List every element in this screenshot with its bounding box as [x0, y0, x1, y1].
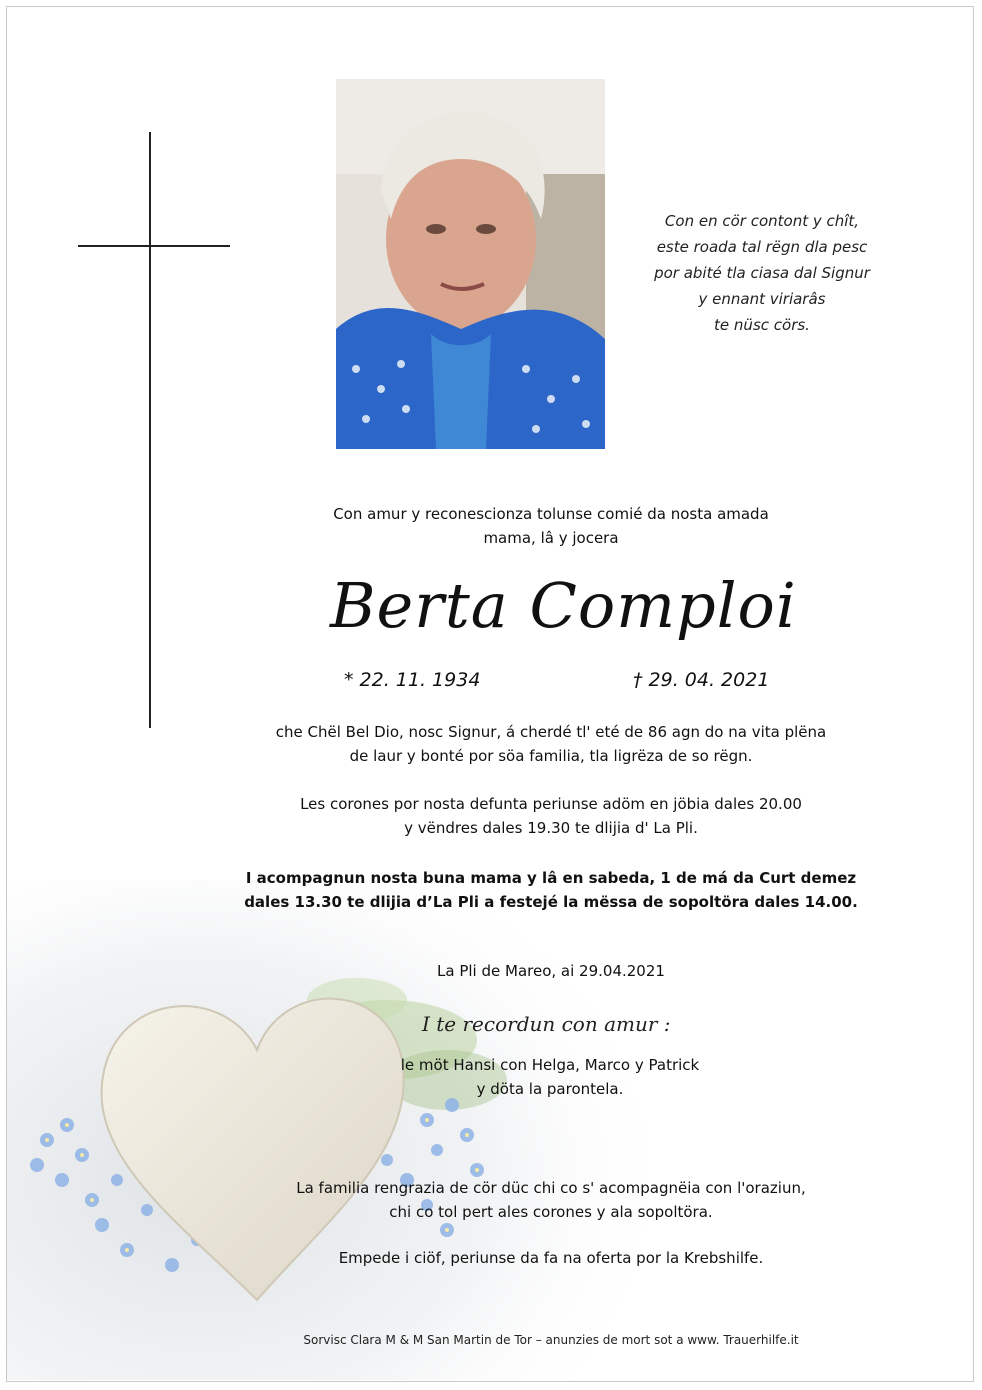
funeral-text [220, 866, 882, 914]
deceased-name: Berta Comploi [330, 569, 797, 642]
heart-flowers-image [7, 880, 647, 1380]
rosary-line: y vëndres dales 19.30 te dlijia d' La Pli. [404, 819, 698, 837]
verse-line: este roada tal rëgn dla pesc [656, 238, 868, 256]
intro-line: mama, lâ y jocera [483, 529, 619, 547]
announcement-line: de laur y bonté por söa familia, tla ligrëza de so rëgn. [349, 747, 753, 765]
intro-line: Con amur y reconescionza tolunse comié da nosta amada [333, 505, 769, 523]
verse-line: por abité tla ciasa dal Signur [654, 264, 870, 282]
funeral-line: I acompagnun nosta buna mama y lâ en sabeda, 1 de má da Curt demez [245, 869, 857, 887]
intro-text [220, 502, 882, 550]
cross-icon-vertical [149, 132, 151, 728]
birth-date: * 22. 11. 1934 [344, 669, 481, 691]
cross-icon-horizontal [78, 245, 230, 247]
verse-line: te nüsc cörs. [714, 316, 810, 334]
place-date: La Pli de Mareo, ai 29.04.2021 [437, 962, 665, 980]
family-list [300, 1053, 800, 1101]
family-line: le möt Hansi con Helga, Marco y Patrick [400, 1056, 700, 1074]
family-line: y döta la parontela. [476, 1080, 624, 1098]
verse [612, 208, 912, 338]
footer-credit: Sorvisc Clara M & M San Martin de Tor – anunzies de mort sot a www. Trauerhilfe.it [303, 1333, 799, 1347]
thanks-text [220, 1176, 882, 1224]
verse-line: Con en cör contont y chît, [664, 212, 860, 230]
donation-text: Empede i ciöf, periunse da fa na oferta por la Krebshilfe. [338, 1249, 764, 1267]
verse-line: y ennant viriarâs [698, 290, 826, 308]
death-date: † 29. 04. 2021 [633, 669, 770, 691]
funeral-line: dales 13.30 te dlijia d’La Pli a festejé la mëssa de sopoltöra dales 14.00. [244, 893, 858, 911]
thanks-line: La familia rengrazia de cör düc chi co s' acompagnëia con l'oraziun, [296, 1179, 806, 1197]
portrait-photo [336, 79, 605, 449]
rosary-text [220, 792, 882, 840]
remember-heading: I te recordun con amur : [422, 1012, 671, 1036]
thanks-line: chi co tol pert ales corones y ala sopoltöra. [389, 1203, 713, 1221]
rosary-line: Les corones por nosta defunta periunse adöm en jöbia dales 20.00 [300, 795, 802, 813]
announcement-text [220, 720, 882, 768]
announcement-line: che Chël Bel Dio, nosc Signur, á cherdé tl' eté de 86 agn do na vita plëna [275, 723, 827, 741]
